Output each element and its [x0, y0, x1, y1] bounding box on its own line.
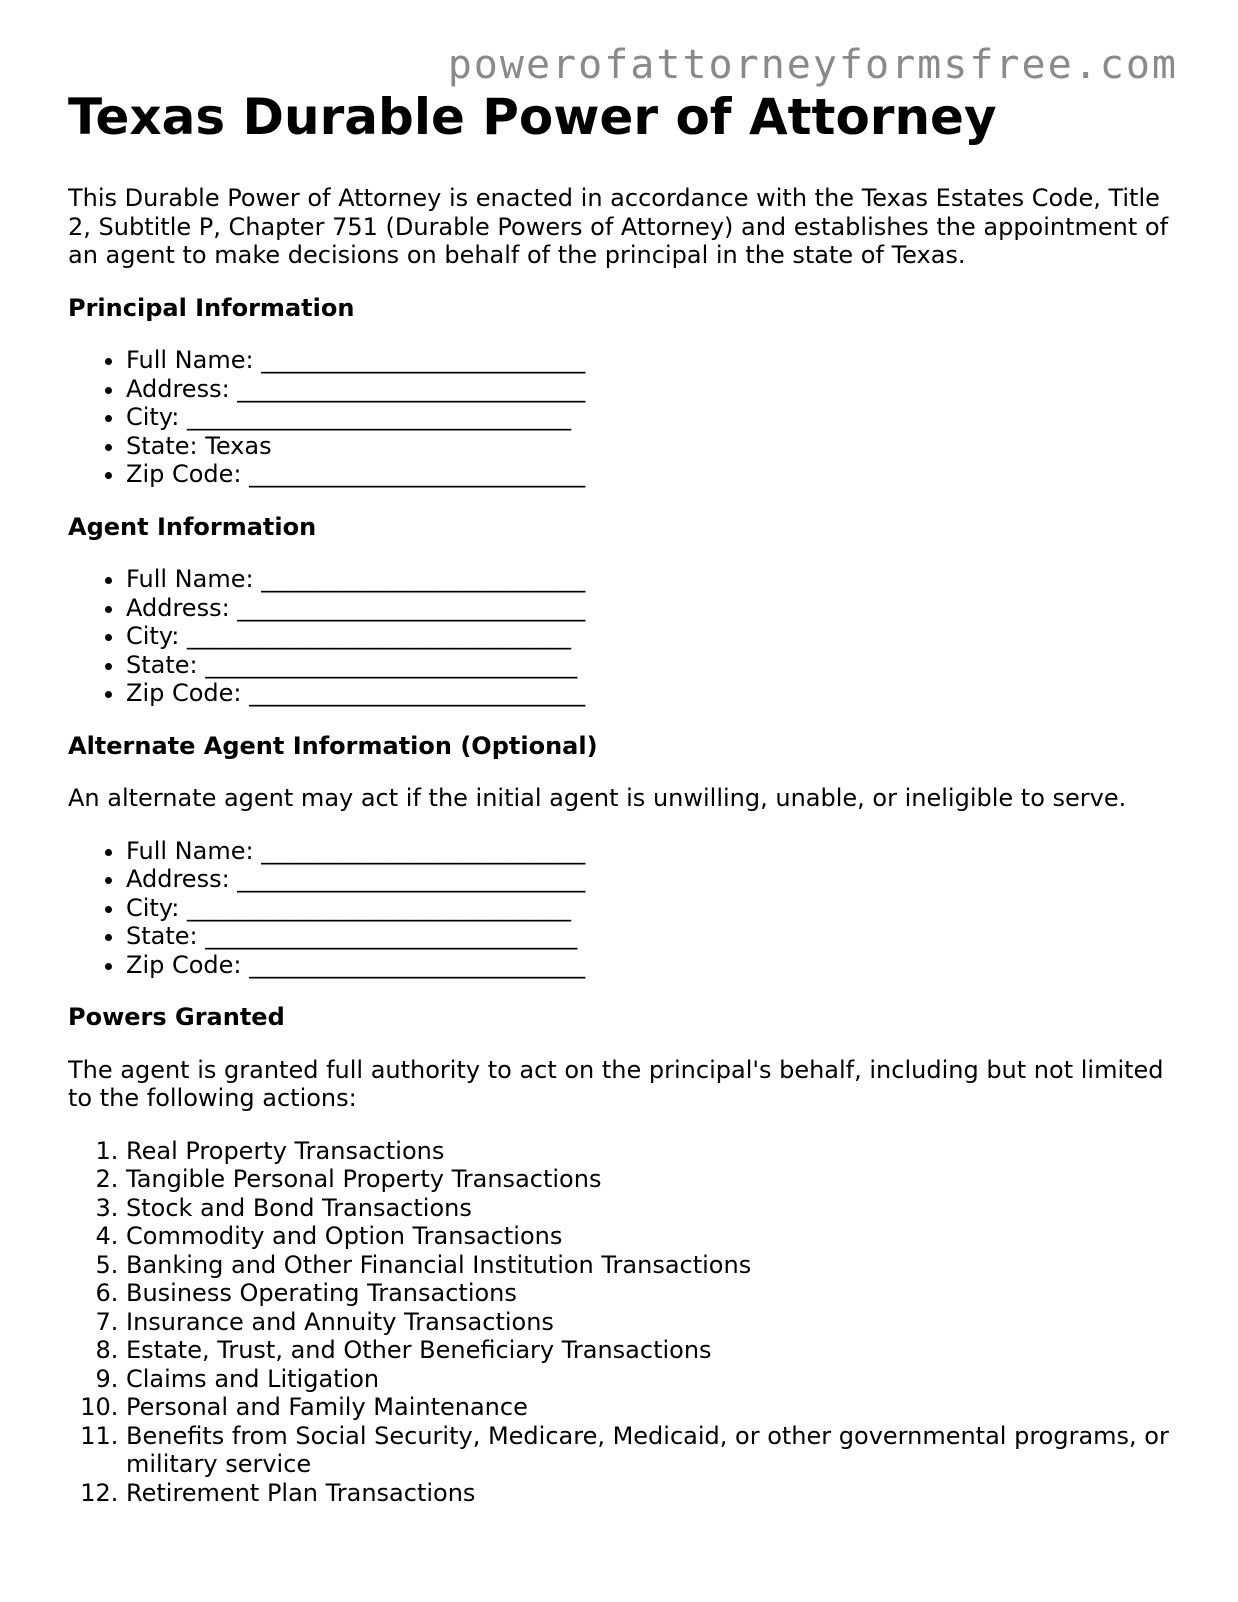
agent-full-name-field[interactable]: • Full Name: ___________________________ — [126, 565, 1178, 594]
alternate-zip-field[interactable]: • Zip Code: ____________________________ — [126, 951, 1178, 980]
document-title: Texas Durable Power of Attorney — [68, 88, 997, 146]
power-item: 6. Business Operating Transactions — [126, 1279, 1178, 1308]
power-item: 3. Stock and Bond Transactions — [126, 1194, 1178, 1223]
principal-zip-field[interactable]: • Zip Code: ____________________________ — [126, 460, 1178, 489]
alternate-city-field[interactable]: • City: ________________________________ — [126, 894, 1178, 923]
alternate-full-name-field[interactable]: • Full Name: ___________________________ — [126, 837, 1178, 866]
watermark: powerofattorneyformsfree.com — [447, 42, 1178, 88]
alternate-address-field[interactable]: • Address: _____________________________ — [126, 865, 1178, 894]
power-item: 9. Claims and Litigation — [126, 1365, 1178, 1394]
power-item: 1. Real Property Transactions — [126, 1137, 1178, 1166]
agent-address-field[interactable]: • Address: _____________________________ — [126, 594, 1178, 623]
power-item: 2. Tangible Personal Property Transactions — [126, 1165, 1178, 1194]
powers-intro: The agent is granted full authority to act on the principal's behalf, including but not limited to the following actions: — [68, 1055, 1164, 1112]
agent-city-field[interactable]: • City: ________________________________ — [126, 622, 1178, 651]
document-page — [68, 84, 1178, 1507]
agent-state-field[interactable]: • State: _______________________________ — [126, 651, 1178, 680]
principal-heading: Principal Information — [68, 293, 355, 322]
agent-heading: Agent Information — [68, 512, 317, 541]
principal-full-name-field[interactable]: • Full Name: ___________________________ — [126, 346, 1178, 375]
power-item: 5. Banking and Other Financial Institution Transactions — [126, 1251, 1178, 1280]
principal-fields-list — [68, 346, 1178, 489]
power-item: 12. Retirement Plan Transactions — [126, 1479, 1178, 1508]
alternate-fields-list — [68, 837, 1178, 980]
alternate-note: An alternate agent may act if the initial agent is unwilling, unable, or ineligible to serve. — [68, 784, 1127, 812]
agent-fields-list — [68, 565, 1178, 708]
alternate-state-field[interactable]: • State: _______________________________ — [126, 922, 1178, 951]
principal-address-field[interactable]: • Address: _____________________________ — [126, 375, 1178, 404]
power-item: 4. Commodity and Option Transactions — [126, 1222, 1178, 1251]
powers-heading: Powers Granted — [68, 1003, 285, 1031]
power-item: 11. Benefits from Social Security, Medicare, Medicaid, or other governmental programs, or military service — [126, 1422, 1178, 1479]
principal-city-field[interactable]: • City: ________________________________ — [126, 403, 1178, 432]
power-item: 10. Personal and Family Maintenance — [126, 1393, 1178, 1422]
agent-zip-field[interactable]: • Zip Code: ____________________________ — [126, 679, 1178, 708]
power-item: 8. Estate, Trust, and Other Beneficiary Transactions — [126, 1336, 1178, 1365]
power-item: 7. Insurance and Annuity Transactions — [126, 1308, 1178, 1337]
principal-state-field: • State: Texas — [126, 432, 1178, 461]
alternate-heading: Alternate Agent Information (Optional) — [68, 731, 598, 760]
powers-list — [68, 1137, 1178, 1508]
intro-paragraph: This Durable Power of Attorney is enacted in accordance with the Texas Estates Code, Title 2, Subtitle P, Chapter 751 (Durable Powers of Attorney) and establishes the appointment of an agent to make decisions on behalf of the principal in the state of Texas. — [68, 184, 1169, 269]
